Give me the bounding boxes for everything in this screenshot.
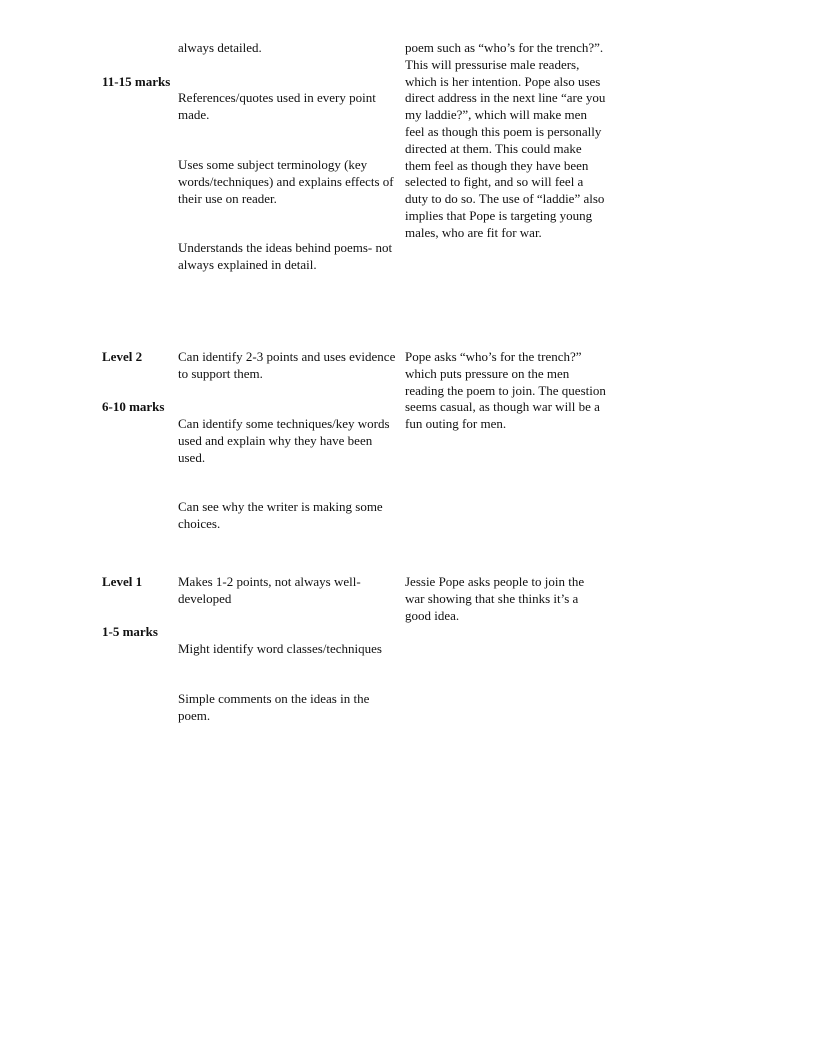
example-answer-level2 (405, 349, 627, 433)
level-label-1: Level 1 (102, 574, 143, 589)
criterion-text: Can identify some techniques/key words used and explain why they have been used. (178, 416, 390, 465)
example-line: duty to do so. The use of “laddie” also (405, 191, 605, 207)
criterion-text: References/quotes used in every point made. (178, 90, 376, 122)
example-line: war showing that she thinks it’s a (405, 590, 579, 606)
example-line: implies that Pope is targeting young (405, 207, 593, 223)
example-line: seems casual, as though war will be a (405, 399, 600, 415)
example-line: This will pressurise male readers, (405, 56, 580, 72)
example-line: Pope asks “who’s for the trench?” (405, 349, 582, 364)
example-line: Jessie Pope asks people to join the (405, 574, 585, 589)
example-line: direct address in the next line “are you (405, 90, 606, 106)
example-line: fun outing for men. (405, 416, 507, 432)
marks-label-11-15: 11-15 marks (102, 74, 171, 89)
example-answer-level1 (405, 574, 627, 624)
criterion-text: Uses some subject terminology (key words/techniques) and explains effects of their use on reader. (178, 157, 394, 206)
level-label-2: Level 2 (102, 349, 143, 364)
example-line: good idea. (405, 607, 460, 623)
criterion-text: Makes 1-2 points, not always well- developed (178, 574, 361, 606)
marks-label-1-5: 1-5 marks (102, 624, 158, 639)
example-line: which puts pressure on the men (405, 365, 570, 381)
example-line: reading the poem to join. The question (405, 382, 606, 398)
example-line: poem such as “who’s for the trench?”. (405, 40, 604, 55)
criterion-text: Understands the ideas behind poems- not always explained in detail. (178, 240, 393, 272)
example-line: which is her intention. Pope also uses (405, 73, 601, 89)
example-line: selected to fight, and so will feel a (405, 174, 584, 190)
criterion-text: Simple comments on the ideas in the poem. (178, 691, 370, 723)
marks-label-6-10: 6-10 marks (102, 399, 165, 414)
criterion-text: Can identify 2-3 points and uses evidence to support them. (178, 349, 396, 381)
criterion-text: Might identify word classes/techniques (178, 641, 382, 656)
example-answer-top (405, 40, 627, 242)
criterion-text: always detailed. (178, 40, 262, 55)
example-line: feel as though this poem is personally (405, 123, 602, 139)
example-line: males, who are fit for war. (405, 224, 542, 240)
example-line: them feel as though they have been (405, 157, 589, 173)
example-line: my laddie?”, which will make men (405, 107, 587, 123)
criterion-text: Can see why the writer is making some choices. (178, 499, 383, 531)
example-line: directed at them. This could make (405, 140, 582, 156)
